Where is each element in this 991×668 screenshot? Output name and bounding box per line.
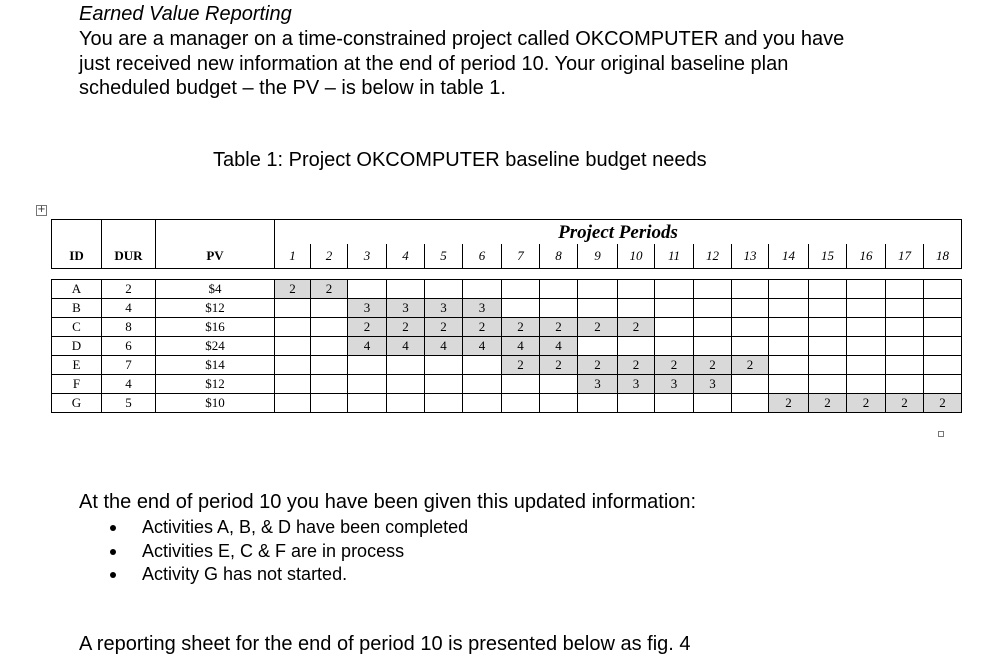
update-item [110,516,468,540]
period-header-8: 8 [540,244,578,269]
period-value-cell: 4 [502,337,540,356]
period-value-cell [847,337,886,356]
period-value-cell [809,337,847,356]
period-value-cell [924,318,962,337]
period-value-cell: 2 [769,394,809,413]
period-value-cell [847,375,886,394]
period-header-6: 6 [463,244,502,269]
activity-row-f [52,375,962,394]
dur-header-top [102,220,156,244]
period-header-13: 13 [732,244,769,269]
period-value-cell [769,375,809,394]
period-header-1: 1 [275,244,311,269]
period-header-16: 16 [847,244,886,269]
update-list [110,516,468,587]
period-value-cell [732,337,769,356]
update-item-text: Activities A, B, & D have been completed [142,517,469,537]
activity-dur-cell: 2 [102,280,156,299]
period-header-4: 4 [387,244,425,269]
period-value-cell: 2 [425,318,463,337]
activity-pv-cell: $10 [156,394,275,413]
period-value-cell [540,280,578,299]
activity-pv-cell: $12 [156,299,275,318]
period-value-cell [311,375,348,394]
period-value-cell [618,337,655,356]
period-value-cell: 2 [578,318,618,337]
table-resize-handle-icon[interactable] [938,431,944,437]
period-value-cell [578,280,618,299]
activity-dur-cell: 5 [102,394,156,413]
period-value-cell [886,337,924,356]
activity-id-cell: D [52,337,102,356]
period-value-cell: 2 [540,318,578,337]
period-value-cell: 4 [463,337,502,356]
activity-id-cell: B [52,299,102,318]
activity-pv-cell: $12 [156,375,275,394]
activity-row-c [52,318,962,337]
activity-dur-cell: 7 [102,356,156,375]
update-item-text: Activity G has not started. [142,564,348,584]
period-value-cell [578,299,618,318]
period-value-cell [694,318,732,337]
period-value-cell [425,394,463,413]
period-value-cell [502,375,540,394]
activity-pv-cell: $4 [156,280,275,299]
period-value-cell [769,280,809,299]
period-value-cell: 2 [540,356,578,375]
period-value-cell: 2 [348,318,387,337]
period-value-cell: 2 [618,318,655,337]
bullet-icon [110,572,116,578]
period-value-cell [311,318,348,337]
activity-row-d [52,337,962,356]
period-header-9: 9 [578,244,618,269]
period-header-18: 18 [924,244,962,269]
period-value-cell [311,356,348,375]
period-value-cell: 4 [540,337,578,356]
period-value-cell [886,356,924,375]
period-value-cell: 2 [618,356,655,375]
period-value-cell [924,356,962,375]
intro-paragraph: You are a manager on a time-constrained project called OKCOMPUTER and you have just received new information at the end of period 10. Your original baseline plan scheduled budget – the PV – is below in table 1. [79,28,845,99]
period-header-12: 12 [694,244,732,269]
period-value-cell [311,394,348,413]
period-header-11: 11 [655,244,694,269]
period-value-cell [540,375,578,394]
period-value-cell [618,394,655,413]
period-value-cell [732,394,769,413]
id-header-top [52,220,102,244]
period-value-cell [275,375,311,394]
period-value-cell [694,394,732,413]
id-header: ID [52,244,102,269]
period-value-cell [809,375,847,394]
activity-pv-cell: $16 [156,318,275,337]
period-value-cell: 4 [387,337,425,356]
period-header-3: 3 [348,244,387,269]
period-value-cell [463,280,502,299]
period-value-cell [618,299,655,318]
activity-pv-cell: $14 [156,356,275,375]
period-value-cell [655,337,694,356]
period-value-cell [847,280,886,299]
activity-id-cell: C [52,318,102,337]
activity-id-cell: F [52,375,102,394]
period-value-cell [694,299,732,318]
period-value-cell: 2 [502,318,540,337]
table-move-handle-icon[interactable]: + [37,204,46,215]
period-value-cell [769,337,809,356]
period-value-cell: 2 [463,318,502,337]
period-value-cell [425,280,463,299]
period-value-cell [275,318,311,337]
period-value-cell [387,394,425,413]
period-value-cell: 3 [655,375,694,394]
period-value-cell [809,318,847,337]
period-value-cell: 2 [694,356,732,375]
period-value-cell: 4 [425,337,463,356]
period-value-cell [732,375,769,394]
period-value-cell: 3 [425,299,463,318]
period-value-cell [694,337,732,356]
period-value-cell [655,280,694,299]
period-value-cell [655,394,694,413]
period-value-cell [809,280,847,299]
period-value-cell [847,356,886,375]
period-value-cell [387,375,425,394]
period-value-cell: 2 [809,394,847,413]
document-heading: Earned Value Reporting [79,3,292,25]
activity-id-cell: A [52,280,102,299]
period-value-cell [425,356,463,375]
update-item-text: Activities E, C & F are in process [142,540,405,561]
baseline-budget-table [51,219,962,413]
period-value-cell [924,375,962,394]
period-value-cell [311,337,348,356]
period-value-cell: 2 [275,280,311,299]
activity-dur-cell: 4 [102,299,156,318]
period-value-cell [655,299,694,318]
period-value-cell: 2 [732,356,769,375]
period-value-cell [732,280,769,299]
activity-dur-cell: 8 [102,318,156,337]
period-value-cell: 3 [348,299,387,318]
period-value-cell [275,356,311,375]
activity-row-e [52,356,962,375]
period-header-14: 14 [769,244,809,269]
period-value-cell [275,394,311,413]
period-value-cell [886,280,924,299]
period-value-cell [578,394,618,413]
activity-row-a [52,280,962,299]
report-sheet-line: A reporting sheet for the end of period 10 is presented below as fig. 4 [79,633,691,655]
period-value-cell [847,299,886,318]
period-value-cell [809,299,847,318]
period-value-cell: 2 [924,394,962,413]
activity-dur-cell: 6 [102,337,156,356]
period-value-cell [886,375,924,394]
period-header-10: 10 [618,244,655,269]
period-value-cell: 4 [348,337,387,356]
period-value-cell [387,356,425,375]
period-header-7: 7 [502,244,540,269]
period-value-cell: 3 [578,375,618,394]
period-value-cell [540,299,578,318]
period-value-cell [769,299,809,318]
period-value-cell [502,394,540,413]
period-value-cell: 2 [655,356,694,375]
update-item [110,540,468,564]
period-value-cell [502,299,540,318]
activity-dur-cell: 4 [102,375,156,394]
period-value-cell [655,318,694,337]
period-header-row [52,244,962,269]
period-value-cell [809,356,847,375]
period-value-cell [463,356,502,375]
period-value-cell [463,394,502,413]
period-header-5: 5 [425,244,463,269]
period-value-cell: 2 [886,394,924,413]
period-value-cell: 2 [311,280,348,299]
period-value-cell [348,280,387,299]
period-value-cell: 2 [847,394,886,413]
period-value-cell [886,318,924,337]
period-value-cell [732,318,769,337]
period-value-cell [463,375,502,394]
period-value-cell [924,280,962,299]
period-value-cell [769,356,809,375]
period-value-cell [924,299,962,318]
pv-header: PV [156,244,275,269]
activity-id-cell: E [52,356,102,375]
period-value-cell [769,318,809,337]
period-value-cell: 2 [387,318,425,337]
table-title-row [52,220,962,244]
period-value-cell: 3 [694,375,732,394]
period-header-2: 2 [311,244,348,269]
dur-header: DUR [102,244,156,269]
period-value-cell [847,318,886,337]
period-value-cell [311,299,348,318]
period-value-cell [694,280,732,299]
period-value-cell [578,337,618,356]
update-item [110,563,468,587]
bullet-icon [110,549,116,555]
update-heading: At the end of period 10 you have been given this updated information: [79,491,697,513]
pv-header-top [156,220,275,244]
project-periods-title: Project Periods [275,220,962,244]
activity-row-b [52,299,962,318]
period-value-cell [618,280,655,299]
period-value-cell [275,299,311,318]
period-value-cell [275,337,311,356]
period-value-cell [732,299,769,318]
bullet-icon [110,525,116,531]
activity-pv-cell: $24 [156,337,275,356]
period-value-cell [425,375,463,394]
period-value-cell [924,337,962,356]
period-value-cell [387,280,425,299]
activity-row-g [52,394,962,413]
period-value-cell [540,394,578,413]
period-header-15: 15 [809,244,847,269]
spacer-row [52,269,962,280]
period-value-cell [348,394,387,413]
period-value-cell: 3 [618,375,655,394]
activity-id-cell: G [52,394,102,413]
table-caption: Table 1: Project OKCOMPUTER baseline budget needs [213,149,707,171]
period-header-17: 17 [886,244,924,269]
period-value-cell [348,375,387,394]
period-value-cell [886,299,924,318]
period-value-cell [348,356,387,375]
period-value-cell: 3 [387,299,425,318]
period-value-cell [502,280,540,299]
period-value-cell: 2 [502,356,540,375]
period-value-cell: 3 [463,299,502,318]
period-value-cell: 2 [578,356,618,375]
spacer-cell [52,269,962,280]
